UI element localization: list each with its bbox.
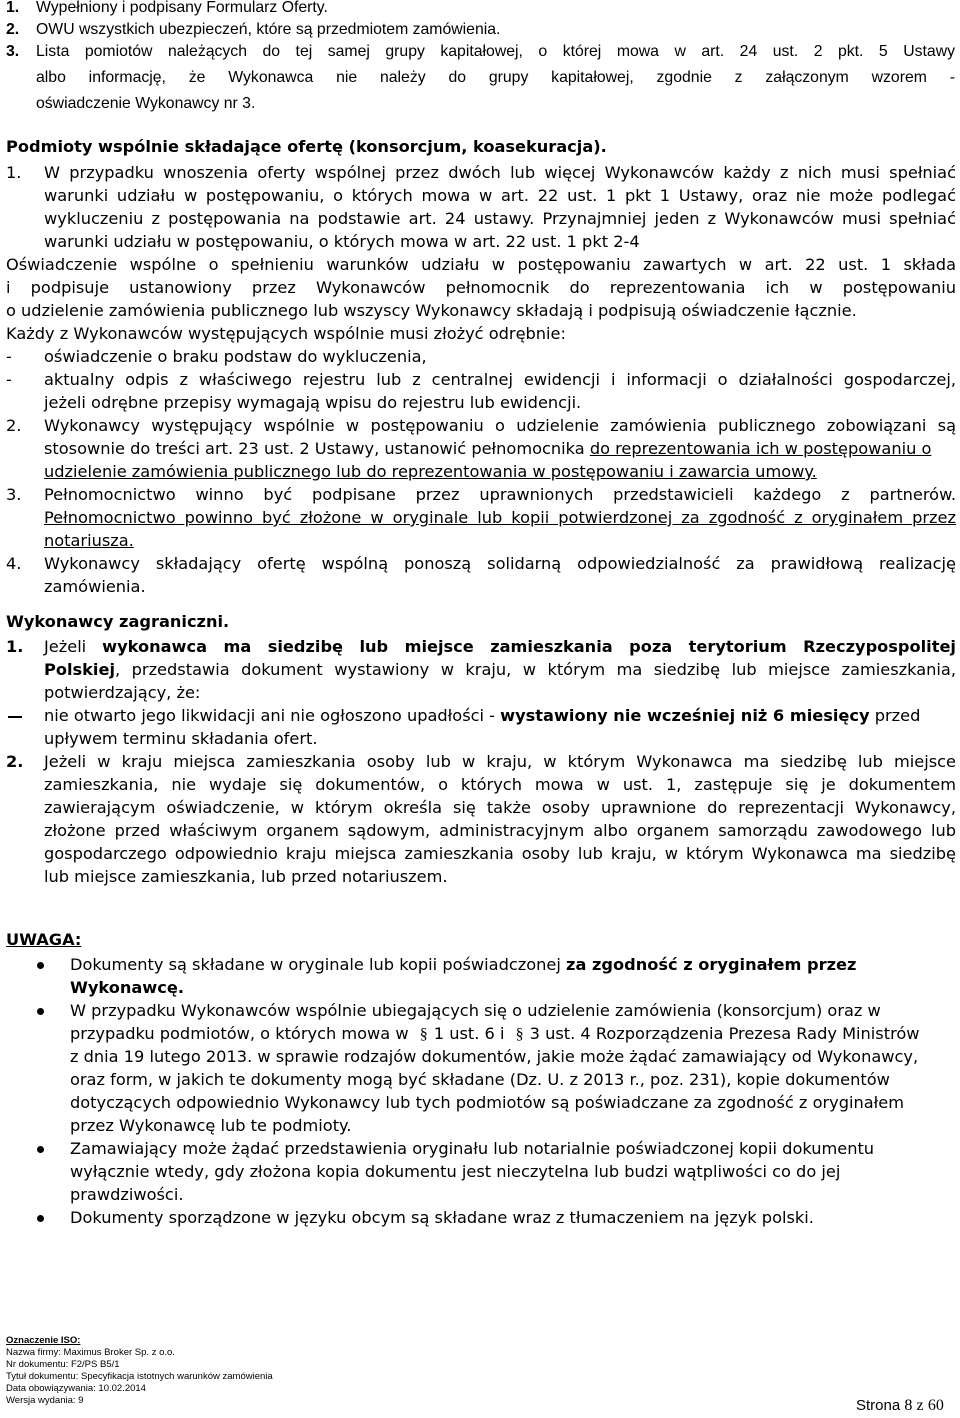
bullet-line: Zamawiający może żądać przedstawienia oryginału lub notarialnie poświadczonej kopii dokumentu xyxy=(70,1139,875,1158)
paragraph-number: 3. xyxy=(6,485,22,504)
paragraph-line xyxy=(44,659,956,681)
section-sign: § xyxy=(515,1026,524,1043)
section-heading-consortium: Podmioty wspólnie składające ofertę (konsorcjum, koasekuracja). xyxy=(6,137,607,156)
list-text: oświadczenie Wykonawcy nr 3. xyxy=(36,95,256,112)
text-plain: stosownie do treści art. 23 ust. 2 Ustawy, ustanowić pełnomocnika xyxy=(44,439,590,458)
top-list-item-1 xyxy=(6,0,328,19)
bullet-line xyxy=(70,1023,920,1046)
section-heading-foreign: Wykonawcy zagraniczni. xyxy=(6,612,230,631)
paragraph-number: 2. xyxy=(6,416,22,435)
paragraph-line-underlined: notariusza. xyxy=(44,531,134,550)
dash-item-text: jeżeli odrębne przepisy wymagają wpisu do rejestru lub ewidencji. xyxy=(44,393,582,412)
paragraph-line: upływem terminu składania ofert. xyxy=(44,729,318,748)
bullet-line: oraz form, w jakich te dokumenty mogą być składane (Dz. U. z 2013 r., poz. 231), kopie dokumentów xyxy=(70,1070,890,1089)
paragraph-line: o udzielenie zamówienia publicznego lub wszyscy Wykonawcy składają i podpisują oświadczenie łącznie. xyxy=(6,301,857,320)
bullet-icon xyxy=(37,1146,44,1153)
footer-doc-number: Nr dokumentu: F2/PS B5/1 xyxy=(6,1359,120,1370)
footer-version: Wersja wydania: 9 xyxy=(6,1395,84,1406)
footer-doc-title: Tytuł dokumentu: Specyfikacja istotnych warunków zamówienia xyxy=(6,1371,273,1382)
paragraph-number: 2. xyxy=(6,752,24,771)
list-text: OWU wszystkich ubezpieczeń, które są przedmiotem zamówienia. xyxy=(36,21,501,38)
text-bold: Polskiej xyxy=(44,660,116,679)
paragraph-number: 1. xyxy=(6,163,22,182)
paragraph-line: Pełnomocnictwo winno być podpisane przez uprawnionych przedstawicieli każdego z partnerów. xyxy=(44,485,956,504)
text-plain: nie otwarto jego likwidacji ani nie ogłoszono upadłości - xyxy=(44,706,501,725)
bullet-line: Dokumenty sporządzone w języku obcym są składane wraz z tłumaczeniem na język polski. xyxy=(70,1208,814,1227)
paragraph-line xyxy=(44,636,956,658)
list-text: albo informację, że Wykonawca nie należy do grupy kapitałowej, zgodnie z załączonym wzorem - xyxy=(36,69,955,86)
paragraph-line: Oświadczenie wspólne o spełnieniu warunków udziału w postępowaniu zawartych w art. 22 ust. 1 składa xyxy=(6,255,956,274)
dash-marker: - xyxy=(6,370,12,389)
list-text: Wypełniony i podpisany Formularz Oferty. xyxy=(36,0,328,16)
list-number: 3. xyxy=(6,43,20,60)
text-underlined: do reprezentowania ich w postępowaniu o xyxy=(589,439,932,458)
page-of: z xyxy=(916,1397,924,1414)
text-plain: Dokumenty są składane w oryginale lub kopii poświadczonej xyxy=(70,955,567,974)
paragraph-number: 1. xyxy=(6,637,24,656)
paragraph-line: zamówienia. xyxy=(44,577,146,596)
paragraph-line: warunki udziału w postępowaniu, o których mowa w art. 22 ust. 1 pkt 2-4 xyxy=(44,232,640,251)
paragraph-line-underlined: udzielenie zamówienia publicznego lub do reprezentowania w postępowaniu i zawarcia umowy. xyxy=(44,462,817,481)
bullet-icon xyxy=(37,962,44,969)
bullet-line: z dnia 19 lutego 2013. w sprawie rodzajów dokumentów, jakie może żądać zamawiający od Wykonawcy, xyxy=(70,1047,919,1066)
bullet-line: wyłącznie wtedy, gdy złożona kopia dokumentu jest nieczytelna lub budzi wątpliwości co do jej xyxy=(70,1162,841,1181)
text-plain: 1 ust. 6 i xyxy=(433,1024,505,1043)
dash-marker xyxy=(8,716,22,718)
paragraph-line: zamieszkania, nie wydaje się dokumentów, o których mowa w ust. 1, zastępuje się je dokumentem xyxy=(44,775,956,794)
text-bold: wystawiony nie wcześniej niż 6 miesięcy xyxy=(500,706,870,725)
list-number: 2. xyxy=(6,21,20,38)
text-bold: za zgodność z oryginałem przez xyxy=(566,955,857,974)
page-label: Strona xyxy=(856,1397,901,1414)
page-current: 8 xyxy=(904,1397,913,1414)
paragraph-line: i podpisuje ustanowiony przez Wykonawców pełnomocnik do reprezentowania ich w postępowaniu xyxy=(6,278,956,297)
bullet-line: Wykonawcę. xyxy=(70,978,184,997)
text-plain: przed xyxy=(869,706,921,725)
footer-company: Nazwa firmy: Maximus Broker Sp. z o.o. xyxy=(6,1347,175,1358)
paragraph-line: złożone przed właściwym organem sądowym, administracyjnym albo organem samorządu zawodowego lub xyxy=(44,821,956,840)
list-number: 1. xyxy=(6,0,20,16)
text-plain: Jeżeli xyxy=(44,637,103,656)
text-plain: , przedstawia dokument wystawiony w kraju, w którym ma siedzibę lub miejsce zamieszkania, xyxy=(115,660,956,679)
bullet-icon xyxy=(37,1008,44,1015)
paragraph-line: Wykonawcy występujący wspólnie w postępowaniu o udzielenie zamówienia publicznego zobowiązani są xyxy=(44,416,956,435)
page-total: 60 xyxy=(927,1397,944,1414)
paragraph-line: zawierającym oświadczenie, w którym określa się także osoby uprawnione do reprezentacji Wykonawcy, xyxy=(44,798,956,817)
bullet-line: przez Wykonawcę lub te podmioty. xyxy=(70,1116,352,1135)
bullet-line: prawdziwości. xyxy=(70,1185,184,1204)
paragraph-line-underlined: Pełnomocnictwo powinno być złożone w oryginale lub kopii potwierdzonej za zgodność z oryginałem przez xyxy=(44,508,956,527)
list-text: Lista pomiotów należących do tej samej grupy kapitałowej, o której mowa w art. 24 ust. 2 pkt. 5 Ustawy xyxy=(36,43,955,60)
dash-item-text: oświadczenie o braku podstaw do wykluczenia, xyxy=(44,347,427,366)
text-plain: 3 ust. 4 Rozporządzenia Prezesa Rady Ministrów xyxy=(529,1024,920,1043)
dash-marker: - xyxy=(6,347,12,366)
bullet-icon xyxy=(37,1215,44,1222)
paragraph-line: Wykonawcy składający ofertę wspólną ponoszą solidarną odpowiedzialność za prawidłową realizację xyxy=(44,554,956,573)
bullet-line: W przypadku Wykonawców wspólnie ubiegających się o udzielenie zamówienia (konsorcjum) oraz w xyxy=(70,1001,881,1020)
footer-valid-date: Data obowiązywania: 10.02.2014 xyxy=(6,1383,146,1394)
text-bold: wykonawca ma siedzibę lub miejsce zamieszkania poza terytorium Rzeczypospolitej xyxy=(102,637,956,656)
page-number xyxy=(856,1397,944,1415)
paragraph-line xyxy=(44,705,920,727)
paragraph-line: W przypadku wnoszenia oferty wspólnej przez dwóch lub więcej Wykonawców każdy z nich musi spełniać xyxy=(44,163,956,182)
text-plain: przypadku podmiotów, o których mowa w xyxy=(70,1024,409,1043)
footer-iso-label: Oznaczenie ISO: xyxy=(6,1335,81,1346)
section-sign: § xyxy=(419,1026,428,1043)
paragraph-line: Każdy z Wykonawców występujących wspólnie musi złożyć odrębnie: xyxy=(6,324,566,343)
bullet-line xyxy=(70,954,856,976)
paragraph-line: warunki udziału w postępowaniu, o których mowa w art. 22 ust. 1 pkt 1 Ustawy, oraz nie może podlegać xyxy=(44,186,956,205)
top-list-item-2 xyxy=(6,19,501,41)
dash-item-text: aktualny odpis z właściwego rejestru lub z centralnej ewidencji i informacji o działalności gospodarczej, xyxy=(44,370,956,389)
paragraph-number: 4. xyxy=(6,554,22,573)
section-heading-uwaga: UWAGA: xyxy=(6,930,82,949)
paragraph-line xyxy=(44,438,931,460)
paragraph-line: potwierdzający, że: xyxy=(44,683,201,702)
paragraph-line: lub miejsce zamieszkania, lub przed notariuszem. xyxy=(44,867,448,886)
paragraph-line: gospodarczego odpowiednio kraju miejsca zamieszkania osoby lub kraju, w którym Wykonawca ma siedzibę xyxy=(44,844,956,863)
paragraph-line: wykluczeniu z postępowania na podstawie art. 24 ustawy. Przynajmniej jeden z Wykonawców musi spełniać xyxy=(44,209,956,228)
top-list-item-3 xyxy=(6,41,19,63)
paragraph-line: Jeżeli w kraju miejsca zamieszkania osoby lub w kraju, w którym Wykonawca ma siedzibę lub miejsce xyxy=(44,752,956,771)
bullet-line: dotyczących odpowiednio Wykonawcy lub tych podmiotów są poświadczane za zgodność z oryginałem xyxy=(70,1093,904,1112)
